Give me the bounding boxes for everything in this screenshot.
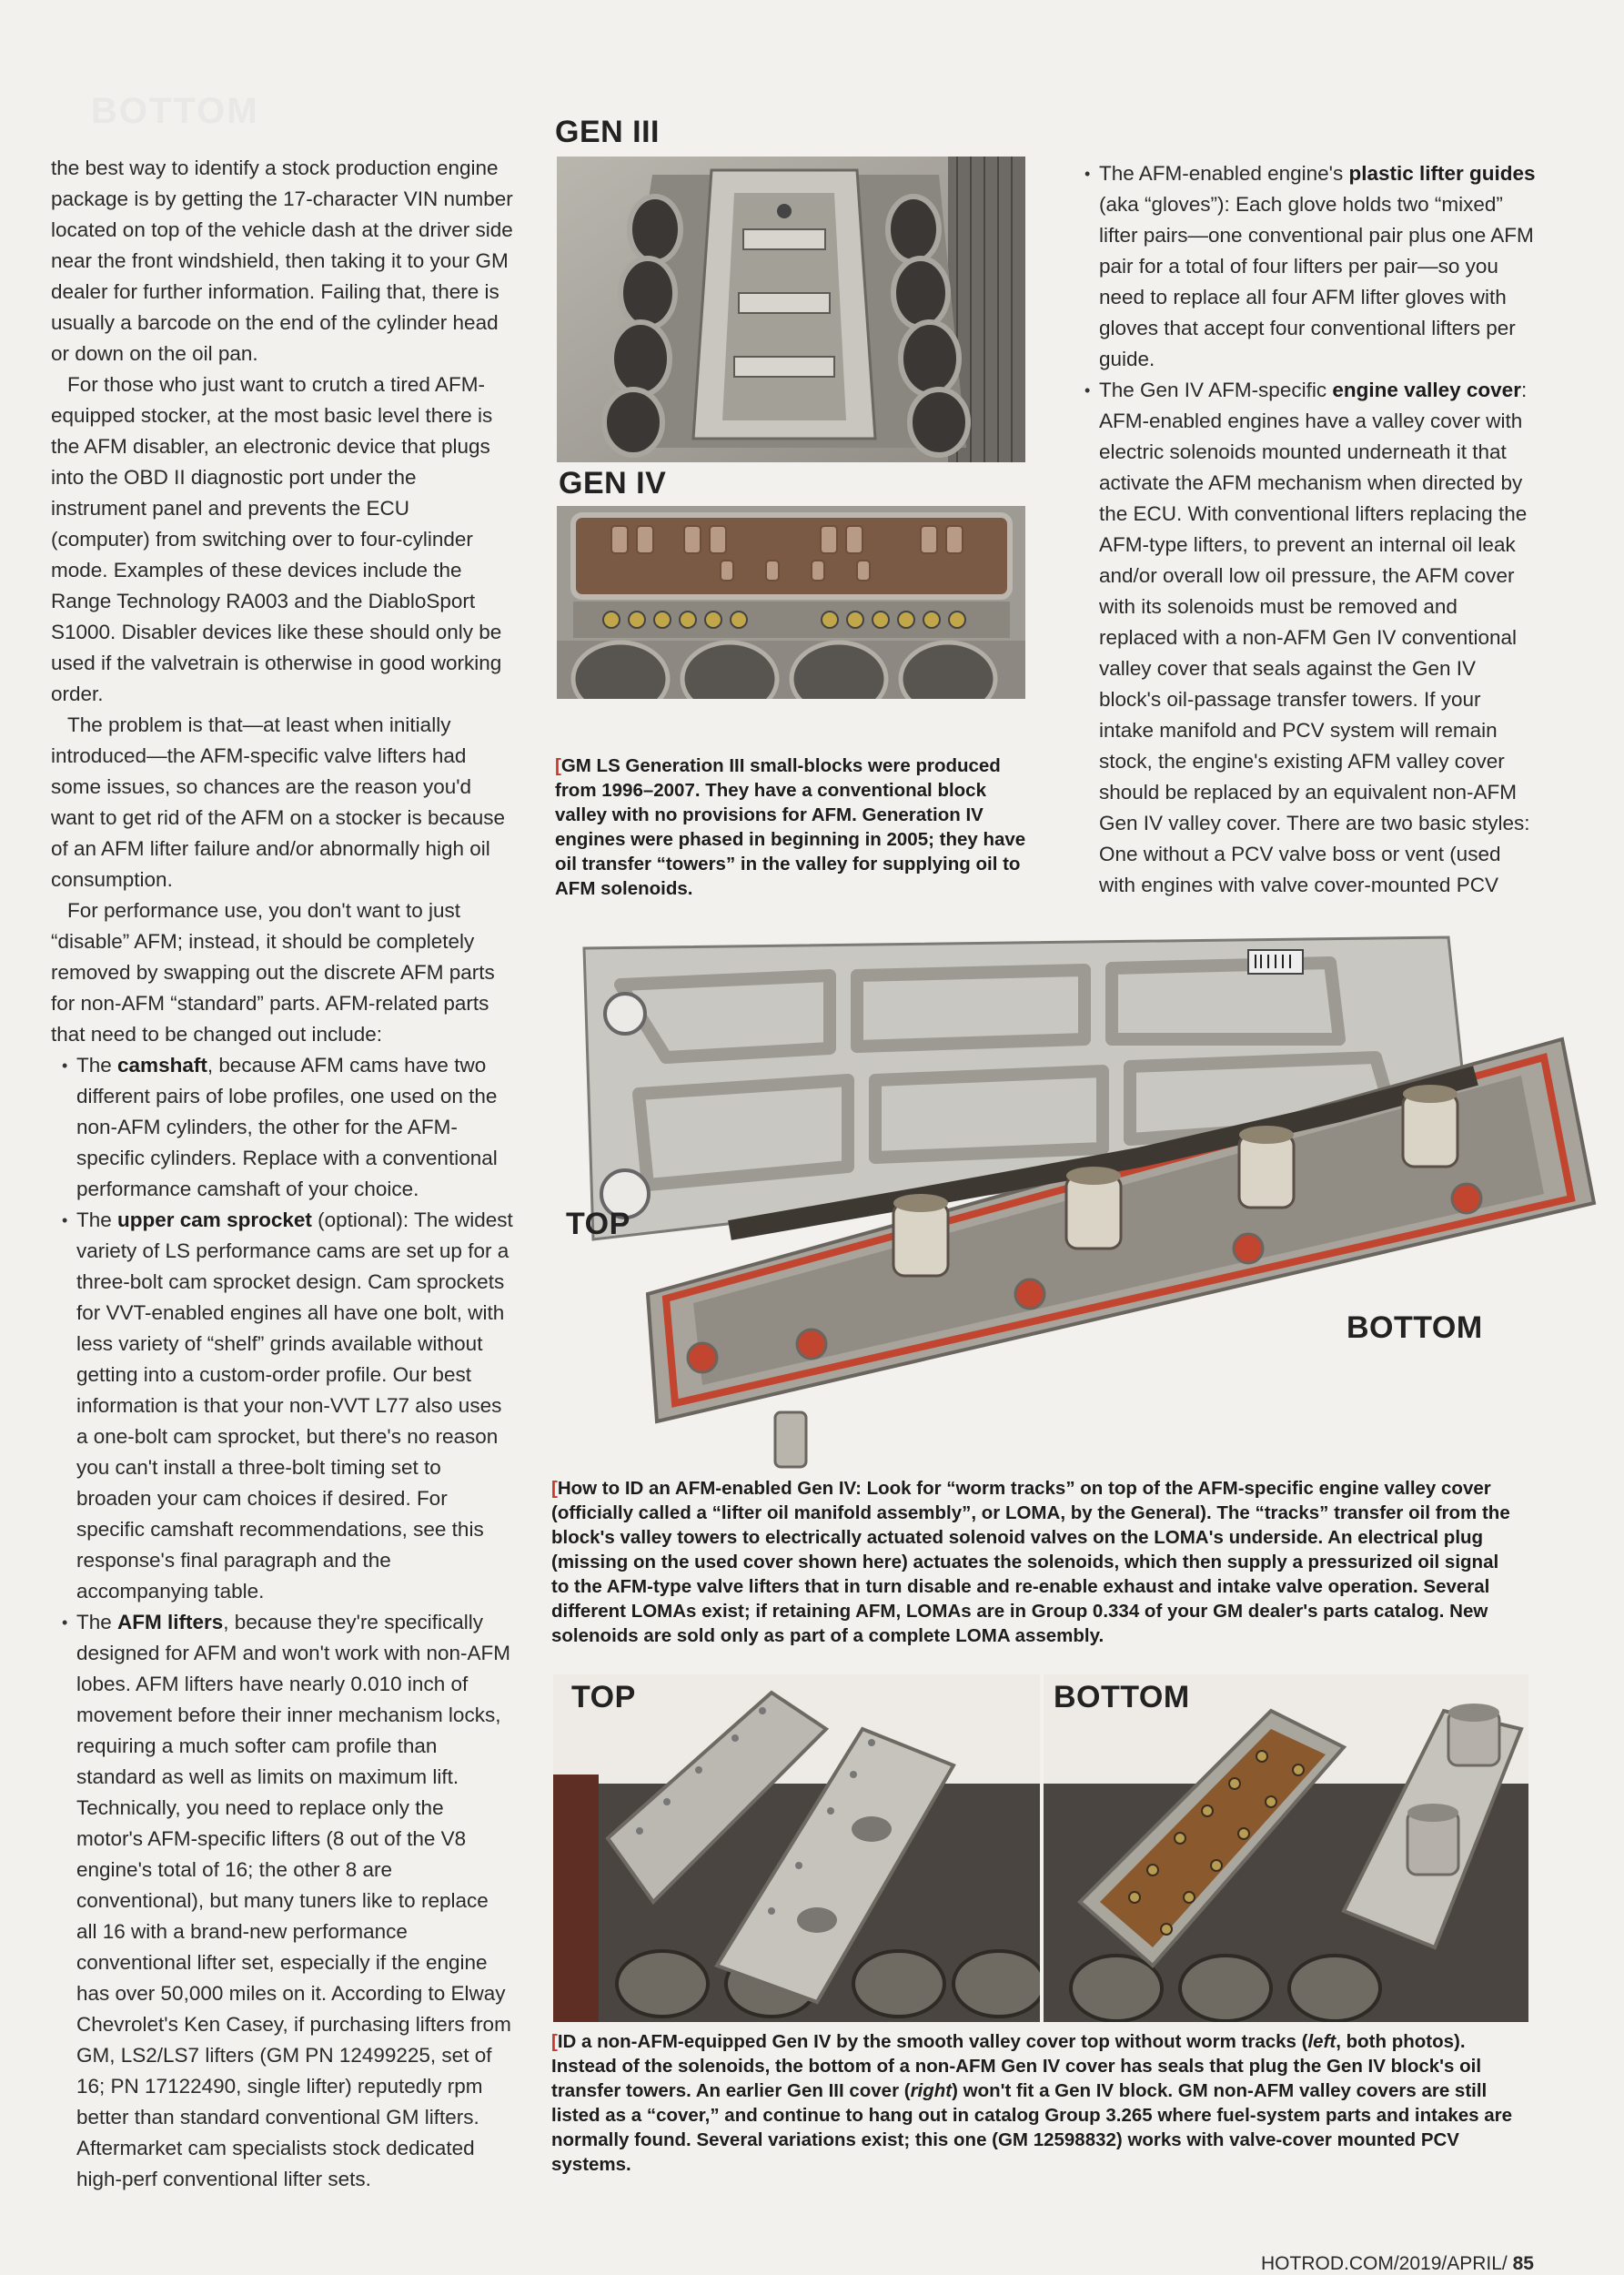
- page-footer: [1261, 2253, 1534, 2275]
- caption-text: ) won't fit a Gen IV block. GM non-AFM valley covers are still listed as a “cover,” and continue to hang out in catalog Group 3.265 where fuel-system parts and intakes are normally found. Several variations exist; this one (GM 12598832) works with valve-cover mounted PCV systems.: [551, 2080, 1513, 2175]
- bullet-text: The: [76, 1611, 118, 1633]
- gen-comparison-caption: [555, 753, 1028, 901]
- show-through-text: BOTTOM: [91, 91, 259, 131]
- loma-photo: [557, 930, 1603, 1476]
- gen3-label: GEN III: [555, 115, 660, 149]
- bullet-term: camshaft: [117, 1054, 207, 1077]
- cover-caption: [551, 2029, 1525, 2177]
- caption-bracket: [: [551, 2031, 558, 2052]
- cover-top-label: TOP: [571, 1680, 636, 1714]
- page-number: 85: [1512, 2253, 1534, 2274]
- bullet-item-lifter-guides: [1074, 158, 1536, 375]
- loma-bottom-label: BOTTOM: [1347, 1310, 1483, 1345]
- bullet-term: upper cam sprocket: [117, 1208, 312, 1231]
- bullet-text: : AFM-enabled engines have a valley cover with electric solenoids mounted underneath it that activate the AFM mechanism when directed by the ECU. With conventional lifters replacing the AFM-type lifters, to prevent an internal oil leak and/or overall low oil pressure, the AFM cover with its solenoids must be removed and replaced with a non-AFM Gen IV conventional valley cover that seals against the Gen IV block's oil-passage transfer towers. If your intake manifold and PCV system will remain stock, the engine's existing AFM valley cover should be replaced by an equivalent non-AFM Gen IV valley cover. There are two basic styles: One without a PCV valve boss or vent (used with engines with valve cover-mounted PCV: [1099, 379, 1530, 896]
- gen3-block-photo: [557, 157, 1025, 462]
- bullet-text: The: [76, 1054, 118, 1077]
- cover-bottom-photo: [1044, 1674, 1528, 2022]
- caption-emphasis: left: [1307, 2031, 1337, 2052]
- gen4-block-photo: [557, 506, 1025, 699]
- caption-emphasis: right: [910, 2080, 953, 2101]
- bullet-text: (optional): The widest variety of LS performance cams are set up for a three-bolt cam sprocket design. Cam sprockets for VVT-enabled engines all have one bolt, with less variety of “shelf” grinds available without getting into a custom-order profile. Our best information is that your non-VVT L77 also uses a one-bolt cam sprocket, but there's no reason you can't install a three-bolt timing set to broaden your cam choices if desired. For specific camshaft recommendations, see this response's final paragraph and the accompanying table.: [76, 1208, 513, 1603]
- bullet-item-afm-lifters: [51, 1607, 513, 2195]
- caption-text: GM LS Generation III small-blocks were produced from 1996–2007. They have a conventional block valley with no provisions for AFM. Generation IV engines were phased in beginning in 2005; they have oil transfer “towers” in the valley for supplying oil to AFM solenoids.: [555, 755, 1026, 899]
- gen4-label: GEN IV: [559, 466, 667, 500]
- loma-caption: [551, 1476, 1516, 1648]
- bullet-item-cam-sprocket: [51, 1205, 513, 1607]
- paragraph: For those who just want to crutch a tired AFM-equipped stocker, at the most basic level there is the AFM disabler, an electronic device that plugs into the OBD II diagnostic port under the instrument panel and prevents the ECU (computer) from switching over to four-cylinder mode. Examples of these devices include the Range Technology RA003 and the DiabloSport S1000. Disabler devices like these should only be used if the valvetrain is otherwise in good working order.: [51, 373, 502, 705]
- bullet-text: , because AFM cams have two different pairs of lobe profiles, one used on the non-AFM cylinders, the other for the AFM-specific cylinders. Replace with a conventional performance camshaft of your choice.: [76, 1054, 498, 1200]
- bullet-text: , because they're specifically designed for AFM and won't work with non-AFM lobes. AFM lifters have nearly 0.010 inch of movement before their inner mechanism locks, requiring a much softer cam profile than standard as well as limits on maximum lift. Technically, you need to replace only the motor's AFM-specific lifters (8 out of the V8 engine's total of 16; the other 8 are conventional), but many tuners like to replace all 16 with a brand-new performance conventional lifter set, especially if the engine has over 50,000 miles on it. According to Elway Chevrolet's Ken Casey, if purchasing lifters from GM, LS2/LS7 lifters (GM PN 12499225, set of 16; PN 17122490, single lifter) reputedly rpm better than standard conventional GM lifters. Aftermarket cam specialists stock dedicated high-perf conventional lifter sets.: [76, 1611, 511, 2190]
- bullet-text: The AFM-enabled engine's: [1099, 162, 1349, 185]
- cover-top-photo: [553, 1674, 1040, 2022]
- paragraph: The problem is that—at least when initially introduced—the AFM-specific valve lifters had some issues, so chances are the reason you'd want to get rid of the AFM on a stocker is because of an AFM lifter failure and/or abnormally high oil consumption.: [51, 713, 506, 891]
- bullet-item-valley-cover: [1074, 375, 1536, 901]
- footer-site: HOTROD.COM/2019/APRIL/: [1261, 2253, 1508, 2274]
- caption-text: ID a non-AFM-equipped Gen IV by the smooth valley cover top without worm tracks (: [557, 2031, 1308, 2052]
- caption-bracket: [: [551, 1478, 558, 1499]
- bullet-item-camshaft: [51, 1050, 513, 1205]
- paragraph: For performance use, you don't want to just “disable” AFM; instead, it should be completely removed by swapping out the discrete AFM parts for non-AFM “standard” parts. AFM-related parts that need to be changed out include:: [51, 899, 495, 1046]
- right-column: [1074, 158, 1536, 901]
- bullet-text: The Gen IV AFM-specific: [1099, 379, 1333, 401]
- loma-top-label: TOP: [566, 1207, 630, 1241]
- caption-text: How to ID an AFM-enabled Gen IV: Look for “worm tracks” on top of the AFM-specific engine valley cover (officially called a “lifter oil manifold assembly”, or LOMA, by the General). The “tracks” transfer oil from the block's valley towers to electrically actuated solenoid valves on the LOMA's underside. An electrical plug (missing on the used cover shown here) actuates the solenoids, which then supply a pressurized oil signal to the AFM-type valve lifters that in turn disable and re-enable exhaust and intake valve operation. Several different LOMAs exist; if retaining AFM, LOMAs are in Group 0.334 of your GM dealer's parts catalog. New solenoids are sold only as part of a complete LOMA assembly.: [551, 1478, 1510, 1646]
- bullet-term: AFM lifters: [117, 1611, 224, 1633]
- paragraph: the best way to identify a stock production engine package is by getting the 17-character VIN number located on top of the vehicle dash at the driver side near the front windshield, then taking it to your GM dealer for further information. Failing that, there is usually a barcode on the end of the cylinder head or down on the oil pan.: [51, 157, 513, 365]
- left-column: [51, 153, 513, 2195]
- cover-bottom-label: BOTTOM: [1054, 1680, 1190, 1714]
- bullet-term: plastic lifter guides: [1348, 162, 1536, 185]
- bullet-term: engine valley cover: [1332, 379, 1521, 401]
- bullet-text: (aka “gloves”): Each glove holds two “mixed” lifter pairs—one conventional pair plus one AFM pair for a total of four lifters per pair—so you need to replace all four AFM lifter gloves with gloves that accept four conventional lifters per guide.: [1099, 193, 1534, 370]
- caption-bracket: [: [555, 755, 561, 776]
- bullet-text: The: [76, 1208, 118, 1231]
- caption-text: , both photos). Instead of the solenoids, the bottom of a non-AFM Gen IV cover has seals that plug the Gen IV block's oil transfer towers. An earlier Gen III cover (: [551, 2031, 1482, 2101]
